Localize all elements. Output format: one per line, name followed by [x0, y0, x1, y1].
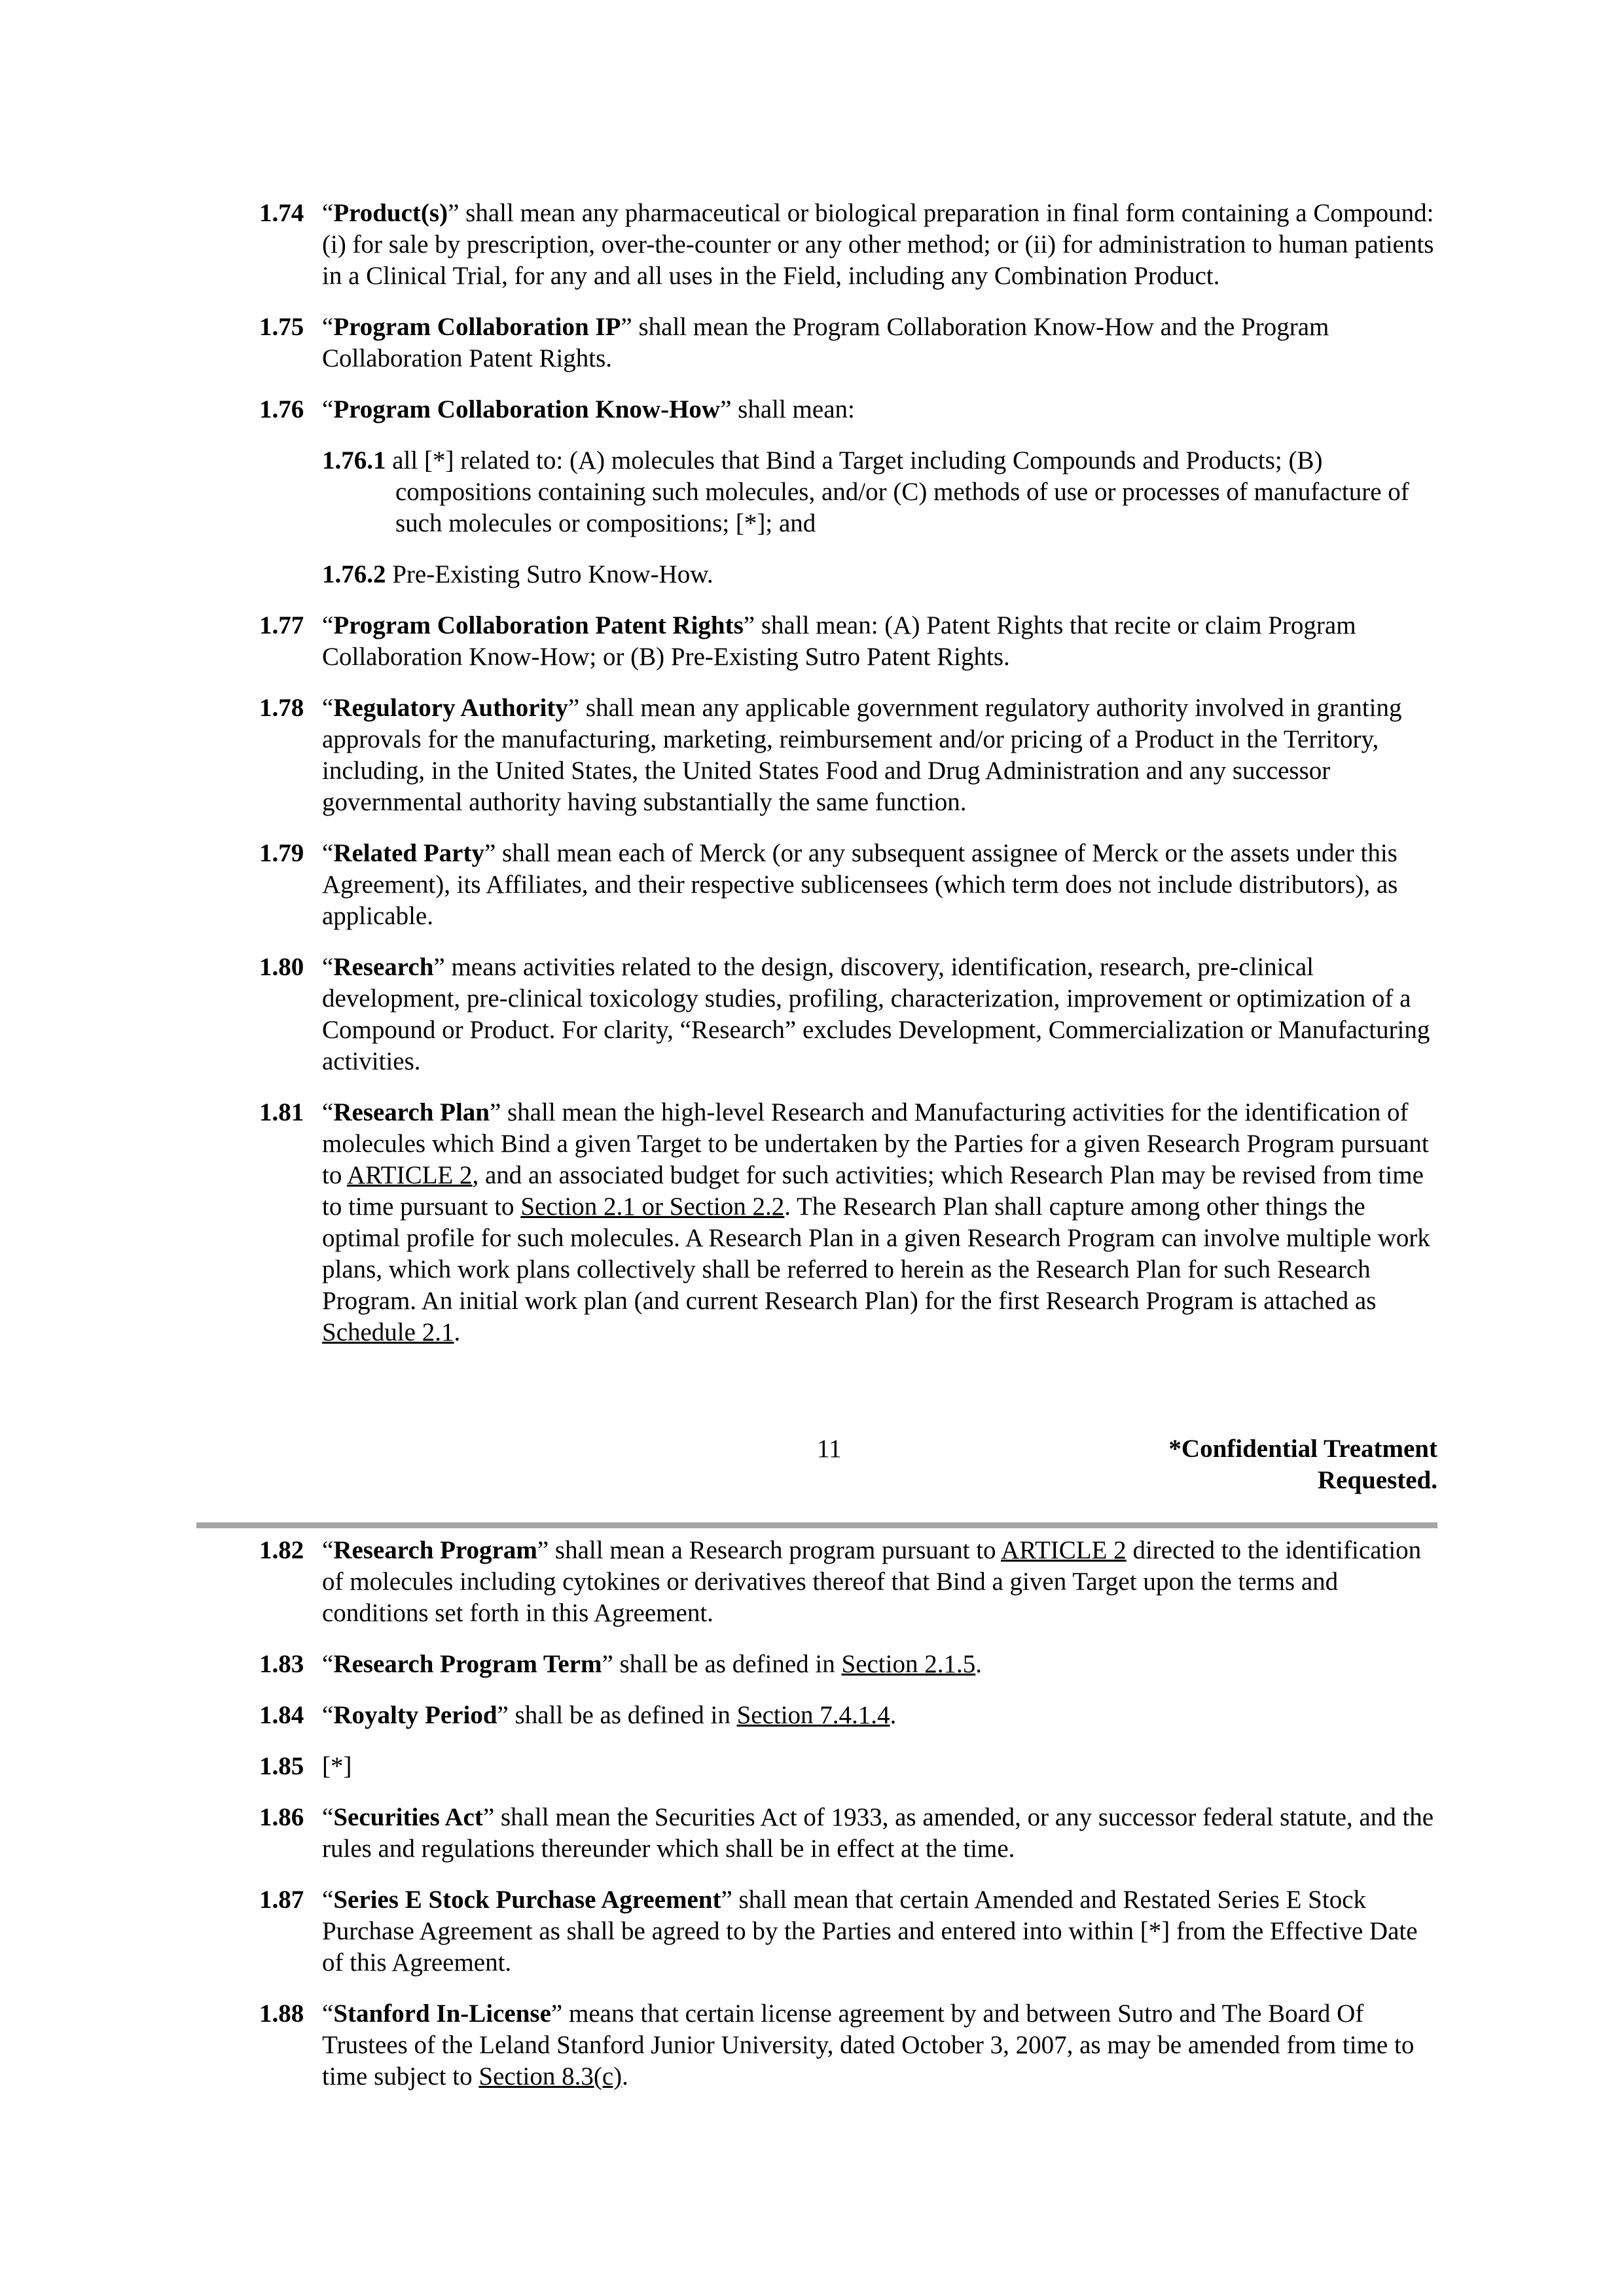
definition-1-88 [259, 1998, 1437, 2092]
definition-1-87 [259, 1884, 1437, 1979]
page-footer [259, 1433, 1437, 1499]
open-quote: “ [322, 1650, 334, 1678]
defined-term: Regulatory Authority [333, 694, 568, 722]
definition-text: ” shall mean the Program Collaboration Know-How and the Program Collaboration Patent Rights. [322, 313, 1329, 372]
cross-reference-link[interactable]: Section 2.1 or Section 2.2 [520, 1193, 785, 1221]
cross-reference-link[interactable]: ARTICLE 2 [346, 1161, 473, 1189]
open-quote: “ [322, 953, 334, 981]
page-break-divider [196, 1522, 1437, 1528]
section-number: 1.86 [259, 1803, 304, 1831]
section-number: 1.88 [259, 2000, 304, 2028]
section-number: 1.79 [259, 839, 304, 867]
open-quote: “ [322, 694, 334, 722]
section-number: 1.85 [259, 1752, 304, 1780]
open-quote: “ [322, 199, 334, 227]
confidential-notice-line: Requested. [1317, 1466, 1437, 1494]
definition-1-86 [259, 1802, 1437, 1865]
definition-text: . The Research Plan shall capture among other things the optimal profile for such molecules. A Research Plan in a given Research Program can involve multiple work plans, which work plans collectively shall be referred to herein as the Research Plan for such Research Program. An initial work plan (and current Research Plan) for the first Research Program is attached as [322, 1193, 1430, 1315]
definition-text: [*] [322, 1752, 352, 1780]
cross-reference-link[interactable]: Schedule 2.1 [322, 1318, 454, 1346]
definition-text: ” shall be as defined in [497, 1701, 737, 1729]
definition-text: . [622, 2062, 628, 2090]
defined-term: Product(s) [333, 199, 448, 227]
definition-text: ” shall mean: [720, 395, 855, 423]
definition-1-81 [259, 1097, 1437, 1348]
section-number: 1.75 [259, 313, 304, 341]
open-quote: “ [322, 395, 334, 423]
defined-term: Related Party [333, 839, 484, 867]
definitions-section-top [259, 198, 1437, 1368]
definition-text: . [890, 1701, 897, 1729]
defined-term: Research [333, 953, 434, 981]
section-number: 1.76 [259, 395, 304, 423]
open-quote: “ [322, 1098, 334, 1126]
definition-text: directed to the identification of molecules including cytokines or derivatives thereof that Bind a given Target upon the terms and conditions set forth in this Agreement. [322, 1536, 1422, 1627]
defined-term: Series E Stock Purchase Agreement [333, 1886, 721, 1914]
definition-1-76 [259, 394, 1437, 425]
definition-text: ” shall mean any pharmaceutical or biological preparation in final form containing a Compound: (i) for sale by prescription, over-the-counter or any other method; or (ii) for administration to human patients in a Clinical Trial, for any and all uses in the Field, including any Combination Product. [322, 199, 1434, 290]
open-quote: “ [322, 313, 334, 341]
definition-text: ” means that certain license agreement by and between Sutro and The Board Of Trustees of the Leland Stanford Junior University, dated October 3, 2007, as may be amended from time to time subject to [322, 2000, 1415, 2090]
definition-1-79 [259, 838, 1437, 932]
defined-term: Program Collaboration Know-How [333, 395, 721, 423]
defined-term: Stanford In-License [333, 2000, 551, 2028]
definition-1-80 [259, 952, 1437, 1077]
defined-term: Securities Act [333, 1803, 483, 1831]
definition-1-78 [259, 692, 1437, 818]
open-quote: “ [322, 1803, 334, 1831]
subsection-number: 1.76.2 [322, 560, 386, 588]
definition-text: ” shall mean a Research program pursuant to [537, 1536, 1001, 1564]
subsection-1-76-2 [322, 559, 1437, 590]
subsection-text: Pre-Existing Sutro Know-How. [386, 560, 713, 588]
subsection-number: 1.76.1 [322, 446, 386, 475]
section-number: 1.84 [259, 1701, 304, 1729]
definition-text: . [975, 1650, 982, 1678]
open-quote: “ [322, 1886, 334, 1914]
page-number: 11 [817, 1435, 842, 1463]
defined-term: Royalty Period [333, 1701, 497, 1729]
cross-reference-link[interactable]: Section 7.4.1.4 [736, 1701, 890, 1729]
section-number: 1.78 [259, 694, 304, 722]
definition-1-82 [259, 1535, 1437, 1629]
section-number: 1.87 [259, 1886, 304, 1914]
confidential-notice-line: *Confidential Treatment [1168, 1435, 1437, 1463]
section-number: 1.77 [259, 611, 304, 639]
section-number: 1.74 [259, 199, 304, 227]
definition-text: ” shall be as defined in [602, 1650, 842, 1678]
definition-text: . [454, 1318, 461, 1346]
definition-1-74 [259, 198, 1437, 292]
open-quote: “ [322, 2000, 334, 2028]
definition-text: ” shall mean each of Merck (or any subsequent assignee of Merck or the assets under this Agreement), its Affiliates, and their respective sublicensees (which term does not include distributors), as applicable. [322, 839, 1398, 930]
definition-text: ” shall mean any applicable government regulatory authority involved in granting approvals for the manufacturing, marketing, reimbursement and/or pricing of a Product in the Territory, including, in the United States, the United States Food and Drug Administration and any successor governmental authority having substantially the same function. [322, 694, 1402, 816]
definition-1-84 [259, 1700, 1437, 1731]
definition-text: ” shall mean the Securities Act of 1933, as amended, or any successor federal statute, and the rules and regulations thereunder which shall be in effect at the time. [322, 1803, 1434, 1863]
section-number: 1.81 [259, 1098, 304, 1126]
open-quote: “ [322, 1701, 334, 1729]
section-number: 1.83 [259, 1650, 304, 1678]
open-quote: “ [322, 839, 334, 867]
section-number: 1.82 [259, 1536, 304, 1564]
defined-term: Research Program Term [333, 1650, 602, 1678]
definition-text: , and an associated budget for such activities; which Research Plan may be revised from time to time pursuant to [322, 1161, 1424, 1221]
defined-term: Research Plan [333, 1098, 490, 1126]
cross-reference-link[interactable]: ARTICLE 2 [1001, 1536, 1127, 1564]
definition-1-85 [259, 1751, 1437, 1782]
definition-text: ” shall mean the high-level Research and Manufacturing activities for the identification of molecules which Bind a given Target to be undertaken by the Parties for a given Research Program pursuant to [322, 1098, 1429, 1189]
cross-reference-link[interactable]: Section 8.3(c) [478, 2062, 623, 2090]
defined-term: Program Collaboration IP [333, 313, 621, 341]
definitions-section-bottom [259, 1535, 1437, 2112]
open-quote: “ [322, 1536, 334, 1564]
open-quote: “ [322, 611, 334, 639]
subsection-1-76-1 [322, 445, 1437, 539]
definition-text: ” shall mean that certain Amended and Restated Series E Stock Purchase Agreement as shall be agreed to by the Parties and entered into within [*] from the Effective Date of this Agreement. [322, 1886, 1418, 1977]
defined-term: Program Collaboration Patent Rights [333, 611, 744, 639]
definition-1-77 [259, 610, 1437, 673]
defined-term: Research Program [333, 1536, 537, 1564]
definition-text: ” shall mean: (A) Patent Rights that recite or claim Program Collaboration Know-How; or (B) Pre-Existing Sutro Patent Rights. [322, 611, 1356, 671]
section-number: 1.80 [259, 953, 304, 981]
definition-1-75 [259, 312, 1437, 374]
confidential-treatment-notice [1097, 1433, 1437, 1496]
definition-text: ” means activities related to the design, discovery, identification, research, pre-clinical development, pre-clinical toxicology studies, profiling, characterization, improvement or optimization of a Compound or Product. For clarity, “Research” excludes Development, Commercialization or Manufacturing activities. [322, 953, 1430, 1075]
subsection-text: all [*] related to: (A) molecules that Bind a Target including Compounds and Products; (B) compositions containing such molecules, and/or (C) methods of use or processes of manufacture of such molecules or compositions; [*]; and [386, 446, 1409, 537]
cross-reference-link[interactable]: Section 2.1.5 [841, 1650, 976, 1678]
definition-1-83 [259, 1649, 1437, 1680]
